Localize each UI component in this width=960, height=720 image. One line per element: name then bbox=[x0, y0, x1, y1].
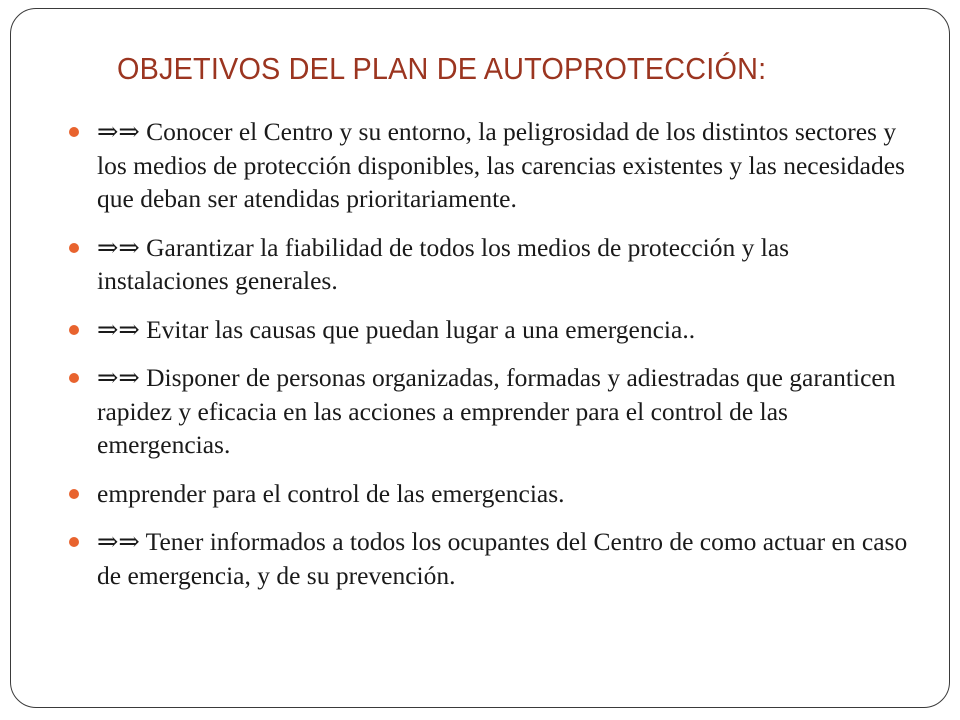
bullet-dot-icon bbox=[69, 489, 79, 499]
bullet-text: ⇒⇒ Disponer de personas organizadas, formadas y adiestradas que garanticen rapidez y eficacia en las acciones a emprender para el control de las emergencias. bbox=[97, 363, 896, 459]
list-item bbox=[69, 477, 919, 511]
bullet-dot-icon bbox=[69, 127, 79, 137]
bullet-dot-icon bbox=[69, 537, 79, 547]
bullet-list bbox=[69, 115, 919, 592]
bullet-text: ⇒⇒ Conocer el Centro y su entorno, la peligrosidad de los distintos sectores y los medios de protección disponibles, las carencias existentes y las necesidades que deban ser atendidas prioritariamente. bbox=[97, 117, 905, 213]
bullet-text: ⇒⇒ Garantizar la fiabilidad de todos los medios de protección y las instalaciones generales. bbox=[97, 232, 790, 295]
slide-frame bbox=[10, 8, 950, 708]
list-item bbox=[69, 313, 919, 347]
list-item bbox=[69, 361, 919, 462]
bullet-text: ⇒⇒ Evitar las causas que puedan lugar a una emergencia.. bbox=[97, 314, 696, 344]
bullet-dot-icon bbox=[69, 243, 79, 253]
bullet-dot-icon bbox=[69, 325, 79, 335]
bullet-text: emprender para el control de las emergencias. bbox=[97, 478, 565, 508]
bullet-dot-icon bbox=[69, 373, 79, 383]
list-item bbox=[69, 115, 919, 216]
list-item bbox=[69, 525, 919, 592]
bullet-text: ⇒⇒ Tener informados a todos los ocupantes del Centro de como actuar en caso de emergencia, y de su prevención. bbox=[97, 527, 908, 590]
list-item bbox=[69, 231, 919, 298]
slide-title: OBJETIVOS DEL PLAN DE AUTOPROTECCIÓN: bbox=[117, 51, 767, 86]
